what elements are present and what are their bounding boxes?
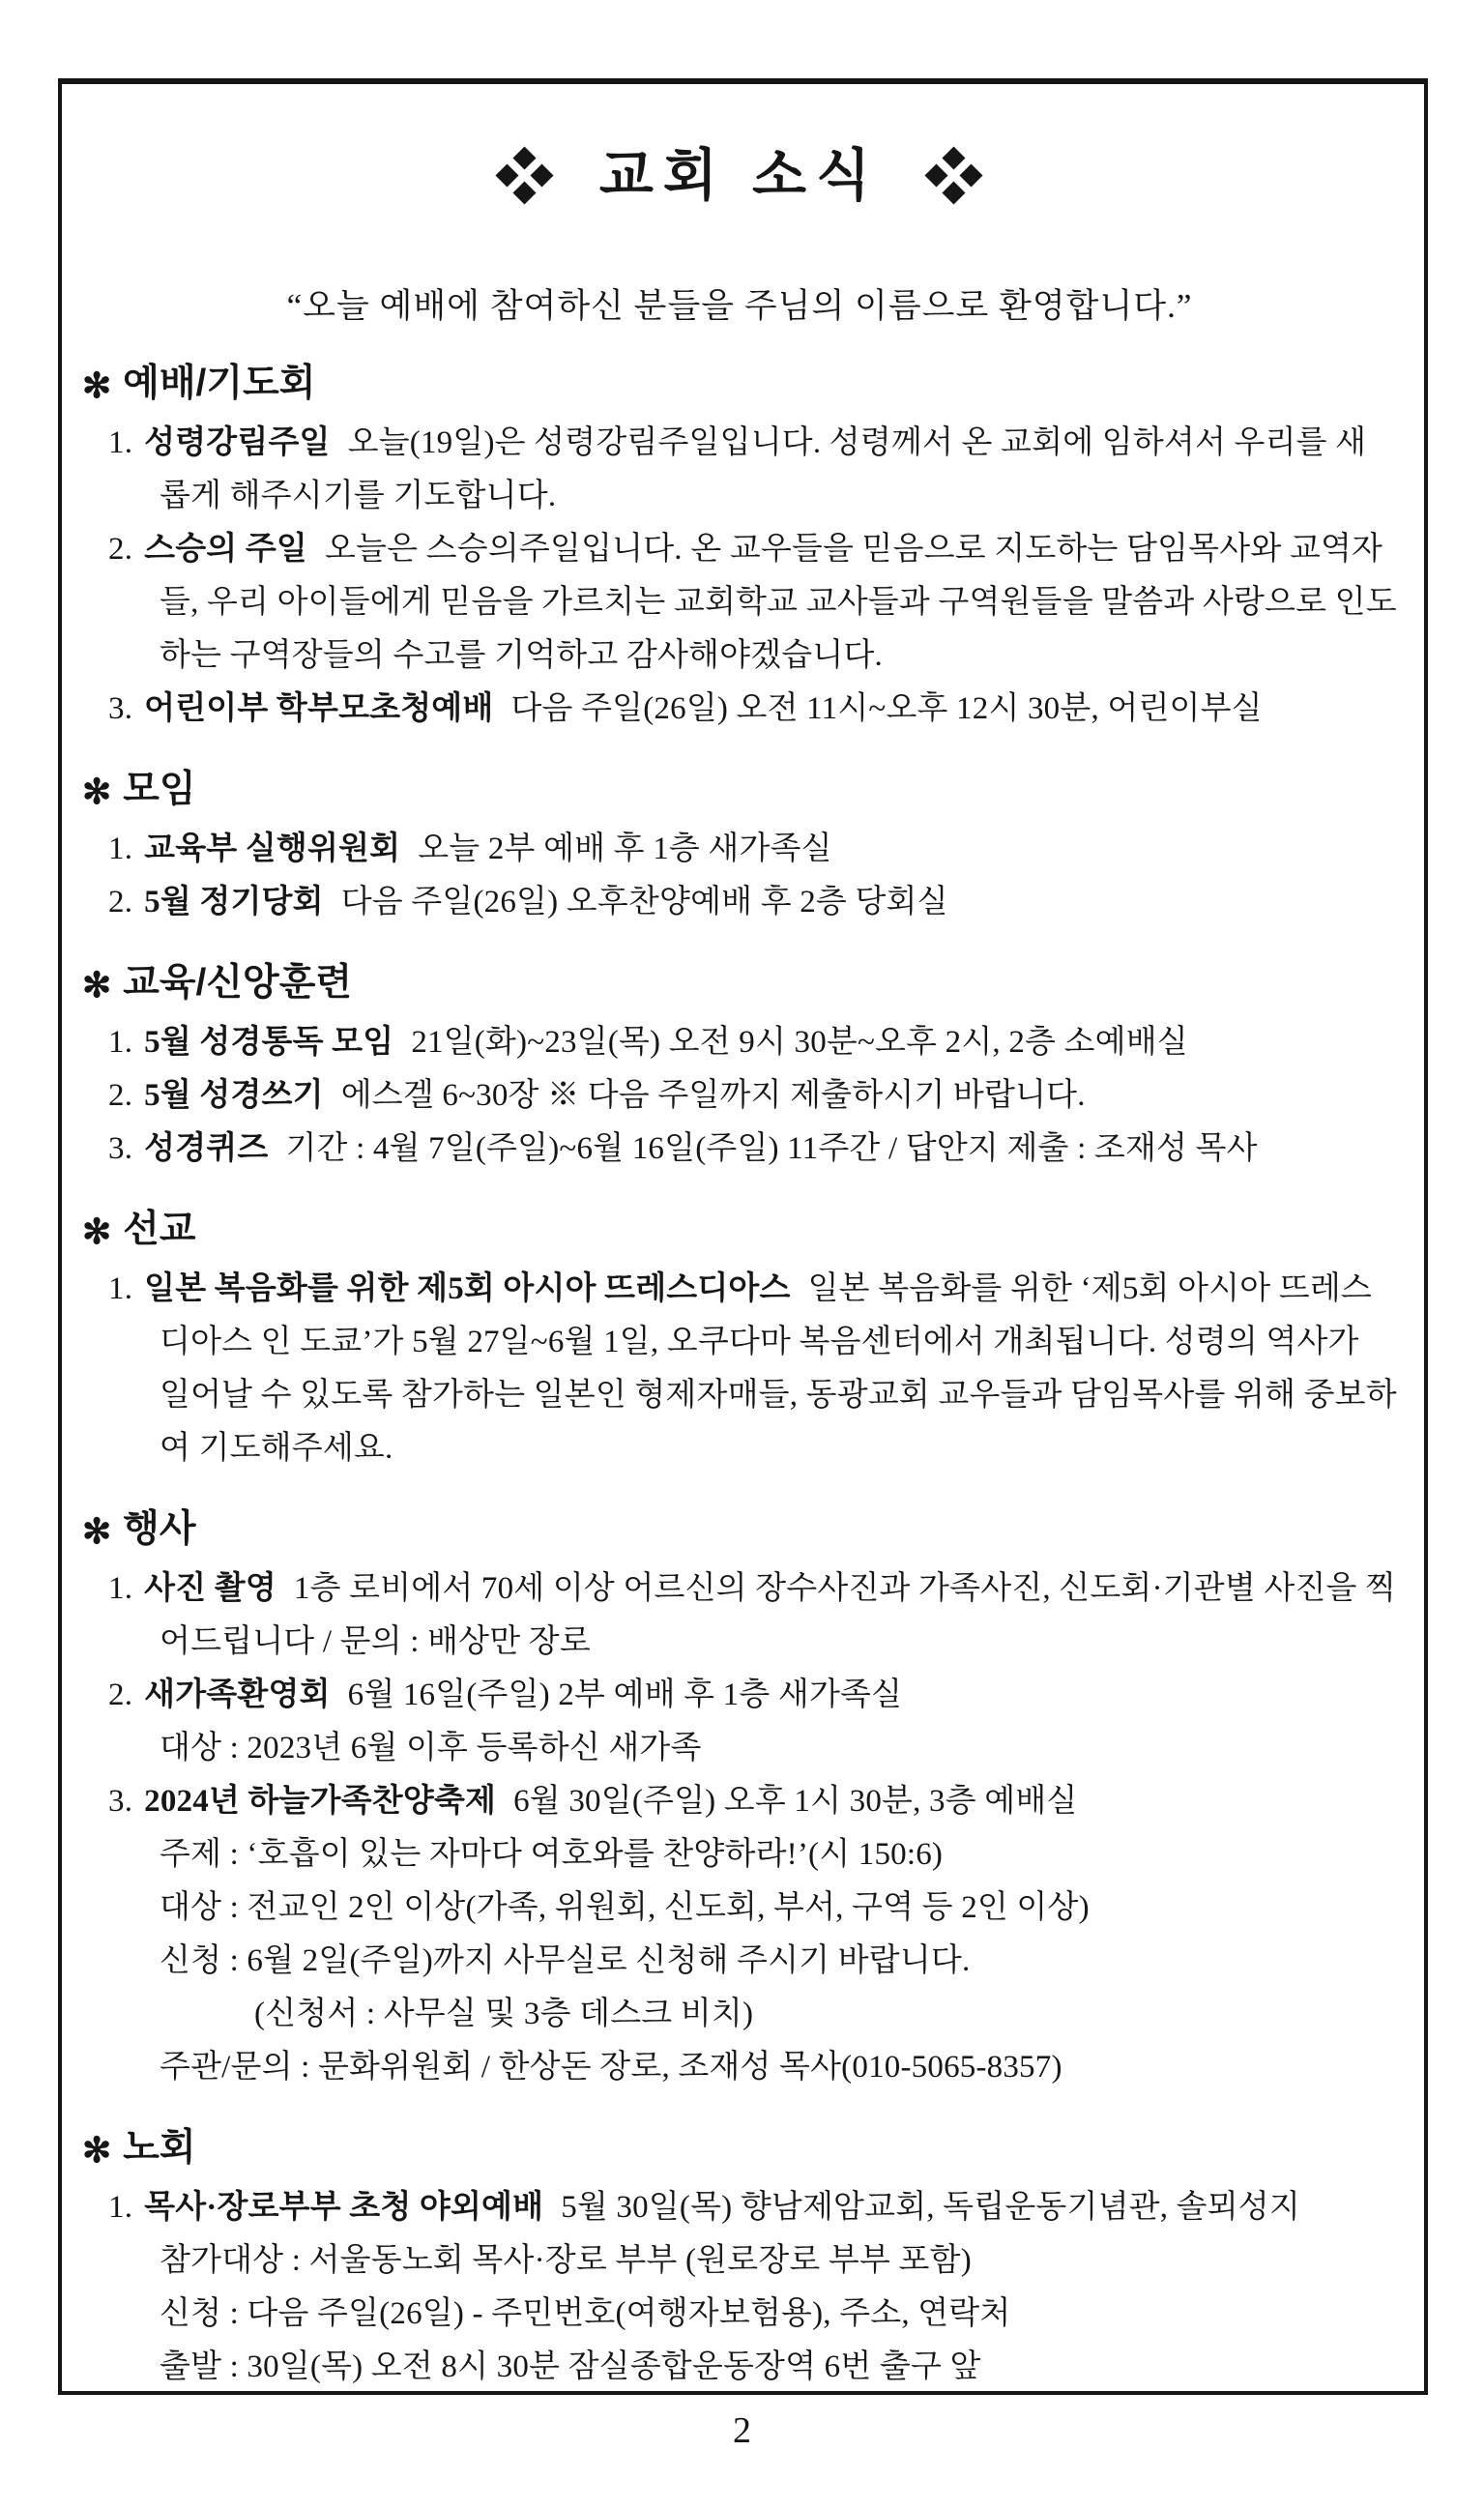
- item-body: 5월 30일(목) 향남제암교회, 독립운동기념관, 솔뫼성지: [561, 2190, 1300, 2225]
- item-body: 에스겔 6~30장 ※ 다음 주일까지 제출하시기 바랍니다.: [340, 1078, 1086, 1113]
- item-number: 2.: [108, 1678, 133, 1712]
- item-number: 2.: [108, 1078, 133, 1113]
- section-header: [82, 1205, 1397, 1255]
- news-item: [82, 2181, 1397, 2234]
- item-number: 1.: [108, 2190, 133, 2225]
- item-body: 다음 주일(26일) 오후찬양예배 후 2층 당회실: [340, 885, 948, 919]
- section-flower-icon: ✻: [82, 965, 112, 1005]
- title-diamond-icon: [497, 148, 553, 204]
- page-title-row: [82, 144, 1397, 208]
- item-lead: 스승의 주일: [144, 532, 307, 567]
- item-number: 1.: [108, 425, 133, 460]
- item-lead: 새가족환영회: [144, 1678, 331, 1712]
- item-number: 3.: [108, 691, 133, 726]
- page-number: 2: [733, 2410, 751, 2451]
- news-item: [82, 1016, 1397, 1069]
- item-lead: 2024년 하늘가족찬양축제: [144, 1784, 497, 1819]
- item-number: 2.: [108, 885, 133, 919]
- item-number: 3.: [108, 1131, 133, 1166]
- item-subline: 대상 : 2023년 6월 이후 등록하신 새가족: [160, 1731, 702, 1765]
- item-body: 다음 주일(26일) 오전 11시~오후 12시 30분, 어린이부실: [510, 691, 1263, 726]
- section-flower-icon: ✻: [82, 1511, 112, 1551]
- section-title: 노회: [123, 2127, 196, 2169]
- item-body: 오늘은 스승의주일입니다. 온 교우들을 믿음으로 지도하는 담임목사와 교역자들, 우리 아이들에게 믿음을 가르치는 교회학교 교사들과 구역원들을 말씀과 사랑으로 인도하는 구역장들의 수고를 기억하고 감사해야겠습니다.: [160, 532, 1397, 673]
- news-item: [82, 1069, 1397, 1123]
- item-body: 6월 30일(주일) 오후 1시 30분, 3층 예배실: [513, 1784, 1078, 1819]
- news-item: [82, 1775, 1397, 1828]
- welcome-quote: “오늘 예배에 참여하신 분들을 주님의 이름으로 환영합니다.”: [286, 287, 1193, 325]
- item-body: 오늘(19일)은 성령강림주일입니다. 성령께서 온 교회에 임하셔서 우리를 새롭게 해주시기를 기도합니다.: [160, 425, 1367, 513]
- section-flower-icon: ✻: [82, 772, 112, 811]
- item-lead: 5월 성경통독 모임: [144, 1025, 394, 1060]
- section-flower-icon: ✻: [82, 365, 112, 405]
- section-header: [82, 2123, 1397, 2173]
- news-item: [82, 523, 1397, 683]
- section-education-training: [82, 958, 1397, 1176]
- section-header: [82, 958, 1397, 1008]
- news-item: [82, 1123, 1397, 1176]
- item-lead: 목사·장로부부 초청 야외예배: [144, 2190, 544, 2225]
- news-item: [82, 876, 1397, 929]
- item-subline: 출발 : 30일(목) 오전 8시 30분 잠실종합운동장역 6번 출구 앞: [160, 2349, 981, 2384]
- section-title: 교육/신앙훈련: [123, 962, 353, 1004]
- item-number: 3.: [108, 1784, 133, 1819]
- section-title: 모임: [123, 769, 196, 810]
- page-title: 교회 소식: [598, 144, 881, 207]
- item-lead: 5월 성경쓰기: [144, 1078, 324, 1113]
- item-number: 2.: [108, 532, 133, 567]
- section-events: [82, 1504, 1397, 2094]
- item-subline: 주제 : ‘호흡이 있는 자마다 여호와를 찬양하라!’(시 150:6): [160, 1837, 944, 1872]
- item-lead: 사진 촬영: [144, 1571, 276, 1606]
- item-subline: 대상 : 전교인 2인 이상(가족, 위원회, 신도회, 부서, 구역 등 2인 이상): [160, 1890, 1090, 1925]
- item-lead: 교육부 실행위원회: [144, 831, 401, 866]
- news-item: [82, 1669, 1397, 1722]
- item-number: 1.: [108, 1271, 133, 1306]
- news-item: [82, 823, 1397, 876]
- item-body: 21일(화)~23일(목) 오전 9시 30분~오후 2시, 2층 소예배실: [411, 1025, 1188, 1060]
- item-subline: (신청서 : 사무실 및 3층 데스크 비치): [254, 1997, 754, 2031]
- section-meetings: [82, 765, 1397, 929]
- news-item: [82, 683, 1397, 736]
- item-number: 1.: [108, 831, 133, 866]
- item-body: 6월 16일(주일) 2부 예배 후 1층 새가족실: [347, 1678, 903, 1712]
- item-body: 일본 복음화를 위한 ‘제5회 아시아 뜨레스디아스 인 도쿄’가 5월 27일~6월 1일, 오쿠다마 복음센터에서 개최됩니다. 성령의 역사가 일어날 수 있도록 참가하는 일본인 형제자매들, 동광교회 교우들과 담임목사를 위해 중보하여 기도해주세요.: [160, 1271, 1397, 1466]
- item-lead: 5월 정기당회: [144, 885, 324, 919]
- item-subline: 신청 : 다음 주일(26일) - 주민번호(여행자보험용), 주소, 연락처: [160, 2296, 1011, 2331]
- item-lead: 성경퀴즈: [144, 1131, 269, 1166]
- item-number: 1.: [108, 1571, 133, 1606]
- section-title: 선교: [123, 1209, 196, 1250]
- item-lead: 어린이부 학부모초청예배: [144, 691, 494, 726]
- item-subline: 주관/문의 : 문화위원회 / 한상돈 장로, 조재성 목사(010-5065-8357): [160, 2050, 1062, 2085]
- item-subline: 신청 : 6월 2일(주일)까지 사무실로 신청해 주시기 바랍니다.: [160, 1943, 971, 1978]
- section-presbytery: [82, 2123, 1397, 2394]
- item-body: 기간 : 4월 7일(주일)~6월 16일(주일) 11주간 / 답안지 제출 : 조재성 목사: [285, 1131, 1258, 1166]
- item-number: 1.: [108, 1025, 133, 1060]
- news-item: [82, 1263, 1397, 1475]
- section-flower-icon: ✻: [82, 2130, 112, 2170]
- news-item: [82, 417, 1397, 523]
- section-mission: [82, 1205, 1397, 1475]
- news-item: [82, 1562, 1397, 1669]
- section-title: 행사: [123, 1508, 196, 1550]
- item-lead: 성령강림주일: [144, 425, 331, 460]
- item-lead: 일본 복음화를 위한 제5회 아시아 뜨레스디아스: [144, 1271, 791, 1306]
- section-header: [82, 765, 1397, 815]
- section-header: [82, 359, 1397, 409]
- item-body: 오늘 2부 예배 후 1층 새가족실: [418, 831, 832, 866]
- section-flower-icon: ✻: [82, 1211, 112, 1251]
- bulletin-sheet: [58, 78, 1428, 2395]
- item-subline: 참가대상 : 서울동노회 목사·장로 부부 (원로장로 부부 포함): [160, 2243, 972, 2278]
- section-title: 예배/기도회: [123, 363, 316, 404]
- title-diamond-icon: [926, 148, 982, 204]
- item-body: 1층 로비에서 70세 이상 어르신의 장수사진과 가족사진, 신도회·기관별 사진을 찍어드립니다 / 문의 : 배상만 장로: [160, 1571, 1397, 1659]
- section-header: [82, 1504, 1397, 1555]
- section-worship-prayer: [82, 359, 1397, 736]
